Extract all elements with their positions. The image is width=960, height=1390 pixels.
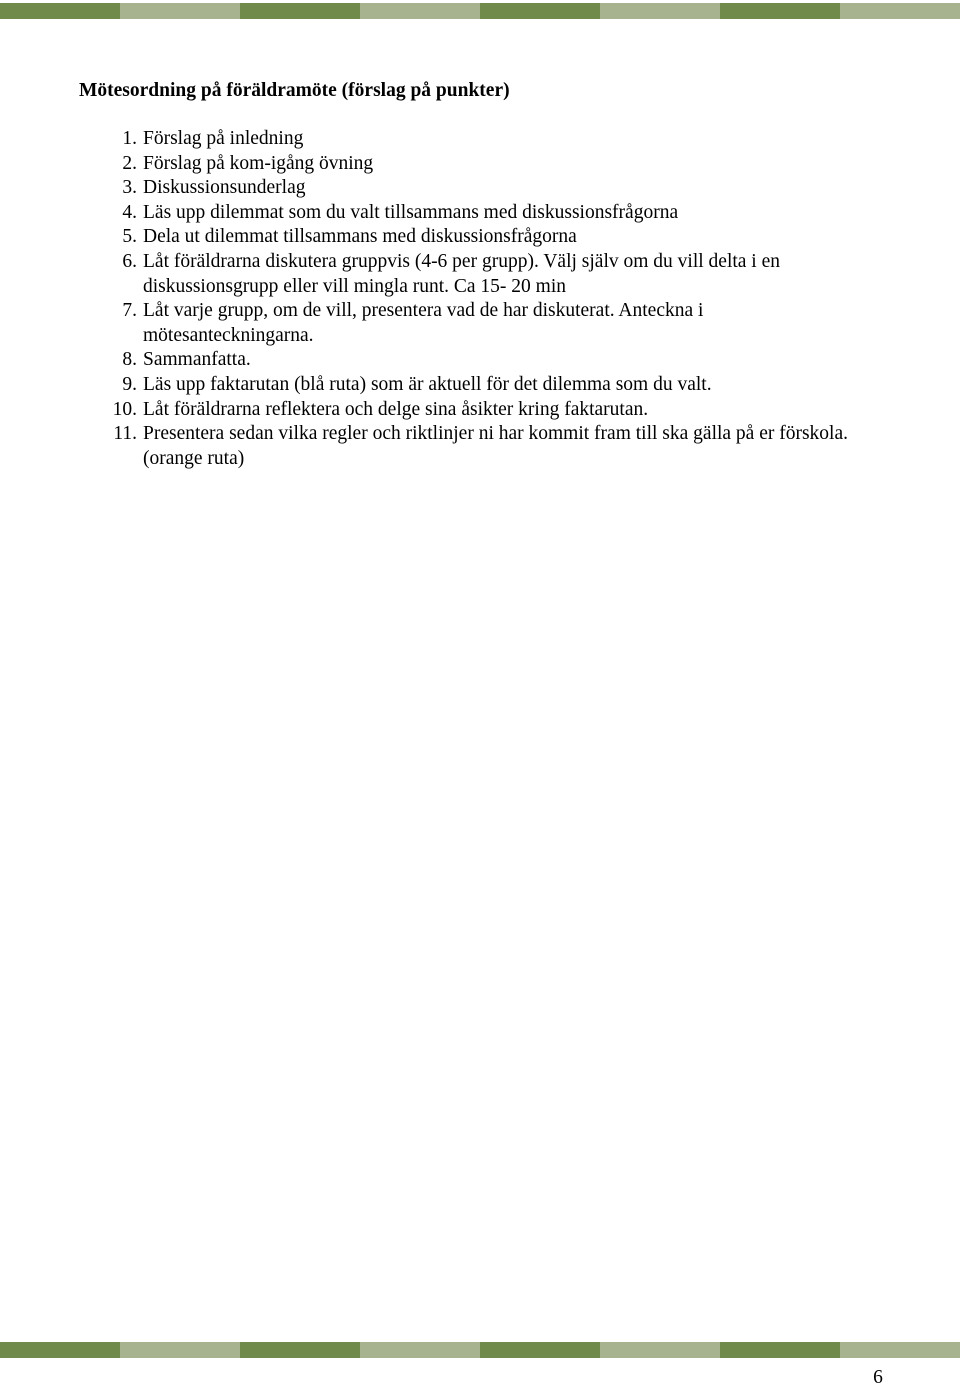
agenda-item-text: Låt föräldrarna diskutera gruppvis (4-6 per grupp). Välj själv om du vill delta i en diskussionsgrupp eller vill mingla runt. Ca 15- 20 min [143,250,781,297]
agenda-item-text: Presentera sedan vilka regler och riktlinjer ni har kommit fram till ska gälla på er förskola. (orange ruta) [143,423,849,469]
agenda-item-number [79,348,143,373]
agenda-item-number [79,176,143,201]
agenda-item [79,201,859,226]
agenda-item [79,422,859,471]
stripe-segment [120,3,240,19]
stripe-segment [0,3,120,19]
stripe-segment [840,1342,960,1358]
agenda-item-number-label: 11. [113,423,137,445]
agenda-item-number-label: 6. [122,250,137,272]
agenda-item-text: Förslag på inledning [143,128,304,149]
agenda-item-number-label: 4. [122,201,137,223]
agenda-item-text: Läs upp dilemmat som du valt tillsammans med diskussionsfrågorna [143,201,679,223]
agenda-item-number-label: 10. [112,398,137,420]
stripe-segment [600,3,720,19]
page-number: 6 [873,1367,883,1388]
agenda-item-text: Dela ut dilemmat tillsammans med diskussionsfrågorna [143,226,577,248]
stripe-segment [720,3,840,19]
agenda-item [79,299,859,348]
stripe-segment [240,1342,360,1358]
agenda-item [79,127,859,152]
stripe-segment [240,3,360,19]
agenda-item [79,398,859,423]
agenda-item-text: Förslag på kom-igång övning [143,152,374,174]
stripe-segment [840,3,960,19]
agenda-item-text: Låt varje grupp, om de vill, presentera vad de har diskuterat. Anteckna i mötesanteckningarna. [143,300,704,346]
stripe-segment [0,1342,120,1358]
agenda-item-number-label: 5. [122,226,137,248]
agenda-item-number [79,225,143,250]
agenda-item-number-label: 8. [122,349,137,371]
stripe-segment [480,3,600,19]
agenda-item-number-label: 2. [122,152,137,174]
agenda-item-number [79,250,143,299]
stripe-segment [360,3,480,19]
stripe-segment [120,1342,240,1358]
agenda-item [79,250,859,299]
agenda-item-number-label: 9. [122,373,137,395]
stripe-segment [360,1342,480,1358]
agenda-item [79,348,859,373]
agenda-item-text: Läs upp faktarutan (blå ruta) som är aktuell för det dilemma som du valt. [143,373,712,395]
agenda-item-text: Låt föräldrarna reflektera och delge sina åsikter kring faktarutan. [143,398,649,420]
agenda-item-text: Diskussionsunderlag [143,177,306,199]
agenda-item-text: Sammanfatta. [143,349,251,371]
agenda-item-number [79,201,143,226]
agenda-item-number [79,373,143,398]
agenda-item-number-label: 7. [122,300,137,322]
footer-decorative-stripe [0,1342,960,1358]
header-decorative-stripe [0,3,960,19]
agenda-item [79,152,859,177]
agenda-item-number [79,422,143,471]
agenda-item-number [79,299,143,348]
agenda-item [79,225,859,250]
stripe-segment [720,1342,840,1358]
agenda-item-number [79,398,143,423]
agenda-item-number [79,127,143,152]
agenda-item [79,176,859,201]
stripe-segment [600,1342,720,1358]
stripe-segment [480,1342,600,1358]
agenda-item-number [79,152,143,177]
agenda-item-number-label: 1. [122,128,137,149]
agenda-item-number-label: 3. [122,177,137,199]
agenda-list [79,127,859,471]
agenda-item [79,373,859,398]
page-title: Mötesordning på föräldramöte (förslag på punkter) [79,80,510,101]
